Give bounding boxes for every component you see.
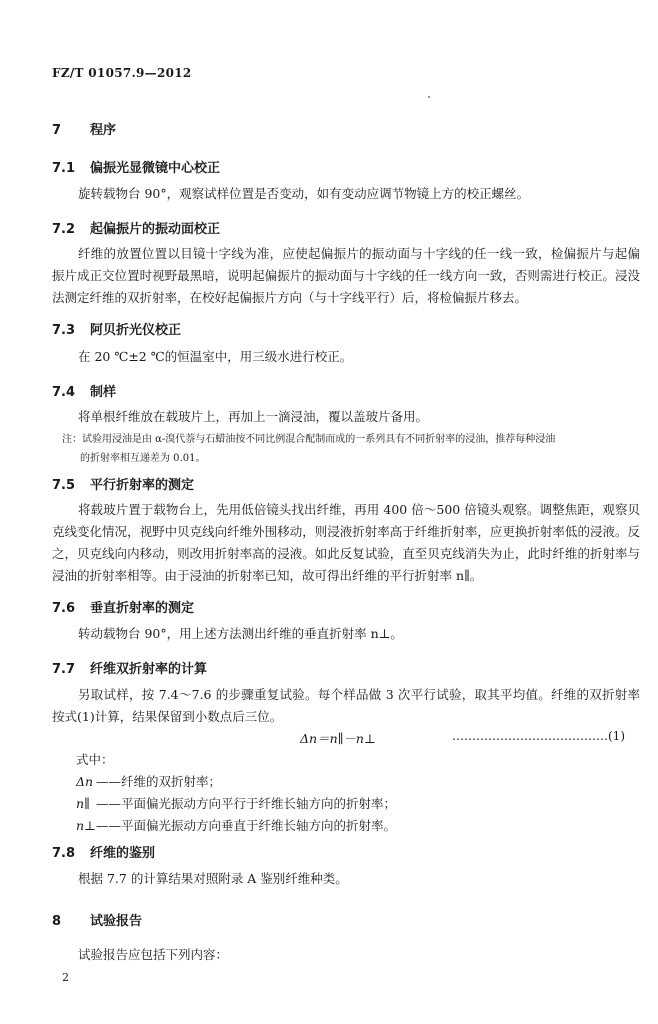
note-text: 试验用浸油是由 α-溴代萘与石蜡油按不同比例混合配制而成的一系列具有不同折射率的浸油，推荐每种浸油 (82, 434, 556, 445)
section-title: 平行折射率的测定 (90, 478, 195, 493)
section-7-8-heading (52, 842, 155, 861)
section-number: 7.3 (52, 323, 76, 338)
paragraph-7-8: 根据 7.7 的计算结果对照附录 A 鉴别纤维种类。 (78, 871, 348, 886)
paragraph-7-3: 在 20 ℃±2 ℃的恒温室中，用三级水进行校正。 (78, 349, 353, 364)
formula-number: …………………………………(1) (452, 729, 625, 743)
formula: Δn＝n∥－n⊥ (300, 731, 376, 746)
scan-speck (428, 96, 430, 98)
note (62, 430, 640, 468)
section-title: 试验报告 (90, 914, 143, 929)
definition-text: ——平面偏光振动方向垂直于纤维长轴方向的折射率。 (96, 818, 397, 833)
section-7-heading (52, 119, 116, 138)
section-title: 纤维的鉴别 (90, 846, 156, 861)
section-number: 7.5 (52, 478, 76, 493)
paragraph-7-5: 将载玻片置于载物台上，先用低倍镜头找出纤维，再用 400 倍～500 倍镜头观察。调整焦距，观察贝克线变化情况，视野中贝克线向纤维外围移动，则浸液折射率高于纤维折射率，应更换折射率低的浸液。反之，贝克线向内移动，则改用折射率高的浸液。如此反复试验，直至贝克线消失为止，此时纤维的折射率与浸油的折射率相等。由于浸油的折射率已知，故可得出纤维的平行折射率 n∥。 (52, 502, 640, 583)
section-8-heading (52, 910, 142, 929)
section-title: 垂直折射率的测定 (90, 601, 195, 616)
section-7-2-heading (52, 218, 220, 237)
paragraph-7-2: 纤维的放置位置以目镜十字线为准，应使起偏振片的振动面与十字线的任一线一致，检偏振片与起偏振片成正交位置时视野最黑暗，说明起偏振片的振动面与十字线的任一线方向一致，否则需进行校正。浸没法测定纤维的双折射率，在校好起偏振片方向（与十字线平行）后，将检偏振片移去。 (52, 246, 640, 305)
section-number: 7.7 (52, 662, 76, 677)
definition-symbol: Δn (76, 774, 94, 789)
section-7-7-heading (52, 658, 207, 677)
definition-row (76, 816, 396, 834)
paragraph-8: 试验报告应包括下列内容： (78, 947, 229, 962)
section-title: 偏振光显微镜中心校正 (90, 161, 221, 176)
note-text-continued: 的折射率相互递差为 0.01。 (80, 453, 206, 464)
standard-number: FZ/T 01057.9—2012 (52, 66, 192, 80)
section-number: 7.4 (52, 385, 76, 400)
section-title: 制样 (90, 385, 117, 400)
section-7-1-heading (52, 157, 220, 176)
definition-text: ——纤维的双折射率； (96, 774, 222, 789)
section-title: 起偏振片的振动面校正 (90, 222, 221, 237)
definition-row (76, 772, 221, 790)
section-title: 纤维双折射率的计算 (90, 662, 208, 677)
definition-symbol: n⊥ (76, 818, 96, 833)
note-label: 注： (62, 434, 82, 445)
section-title: 程序 (90, 123, 117, 138)
definition-text: ——平面偏光振动方向平行于纤维长轴方向的折射率； (96, 796, 397, 811)
section-number: 7.8 (52, 846, 76, 861)
section-7-5-heading (52, 474, 194, 493)
section-7-4-heading (52, 381, 116, 400)
paragraph-7-7: 另取试样，按 7.4～7.6 的步骤重复试验。每个样品做 3 次平行试验，取其平均值。纤维的双折射率按式(1)计算，结果保留到小数点后三位。 (52, 687, 640, 724)
section-title: 阿贝折光仪校正 (90, 323, 182, 338)
definition-symbol: n∥ (76, 796, 90, 811)
paragraph-7-1: 旋转载物台 90°，观察试样位置是否变动，如有变动应调节物镜上方的校正螺丝。 (78, 186, 530, 201)
section-number: 7.6 (52, 601, 76, 616)
paragraph-7-4: 将单根纤维放在载玻片上，再加上一滴浸油，覆以盖玻片备用。 (78, 409, 429, 424)
section-number: 8 (52, 914, 62, 929)
section-number: 7 (52, 123, 62, 138)
section-number: 7.1 (52, 161, 76, 176)
section-7-6-heading (52, 597, 194, 616)
definition-row (76, 794, 396, 812)
paragraph-7-6: 转动载物台 90°，用上述方法测出纤维的垂直折射率 n⊥。 (78, 626, 403, 641)
section-number: 7.2 (52, 222, 76, 237)
page-number: 2 (62, 971, 69, 984)
section-7-3-heading (52, 319, 181, 338)
where-label: 式中： (76, 752, 114, 767)
